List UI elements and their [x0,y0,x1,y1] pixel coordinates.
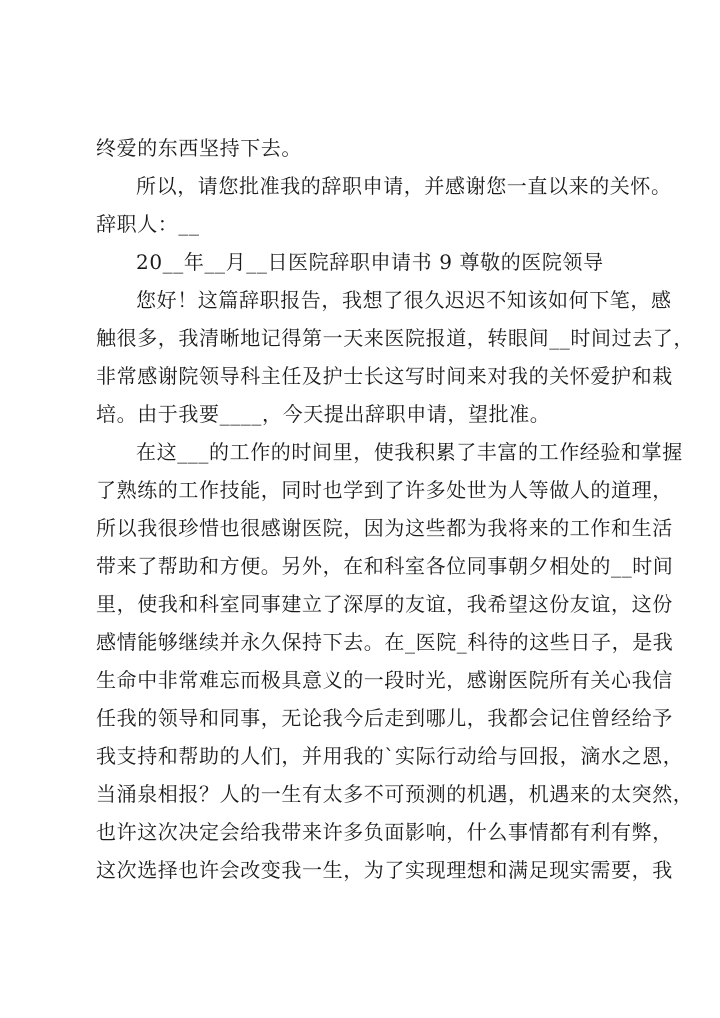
text-line: 也许这次决定会给我带来许多负面影响，什么事情都有利有弊， [96,820,673,844]
text-line: 了熟练的工作技能，同时也学到了许多处世为人等做人的道理， [96,478,673,502]
text-line: 当涌泉相报？人的一生有太多不可预测的机遇，机遇来的太突然， [96,782,694,806]
signature-line: 辞职人：__ [96,212,200,236]
text-line: 感情能够继续并永久保持下去。在_医院_科待的这些日子，是我 [96,630,674,654]
text-line: 您好！这篇辞职报告，我想了很久迟迟不知该如何下笔，感 [136,288,672,312]
text-line: 任我的领导和同事，无论我今后走到哪儿，我都会记住曾经给予 [96,706,673,730]
text-line: 终爱的东西坚持下去。 [96,136,302,160]
text-line: 触很多，我清晰地记得第一天来医院报道，转眼间__时间过去了， [96,326,694,350]
date-heading-line: 20__年__月__日医院辞职申请书 9 尊敬的医院领导 [136,250,604,274]
text-line: 生命中非常难忘而极具意义的一段时光，感谢医院所有关心我信 [96,668,673,692]
text-line: 我支持和帮助的人们，并用我的`实际行动给与回报，滴水之恩， [96,744,684,768]
text-line: 非常感谢院领导科主任及护士长这写时间来对我的关怀爱护和栽 [96,364,673,388]
text-line: 这次选择也许会改变我一生，为了实现理想和满足现实需要，我 [96,858,673,882]
text-line: 培。由于我要____，今天提出辞职申请，望批准。 [96,402,551,426]
text-line: 所以，请您批准我的辞职申请，并感谢您一直以来的关怀。 [136,174,672,198]
text-line: 在这___的工作的时间里，使我积累了丰富的工作经验和掌握 [136,440,683,464]
text-line: 里，使我和科室同事建立了深厚的友谊，我希望这份友谊，这份 [96,592,673,616]
text-line: 所以我很珍惜也很感谢医院，因为这些都为我将来的工作和生活 [96,516,673,540]
text-line: 带来了帮助和方便。另外，在和科室各位同事朝夕相处的__时间 [96,554,674,578]
